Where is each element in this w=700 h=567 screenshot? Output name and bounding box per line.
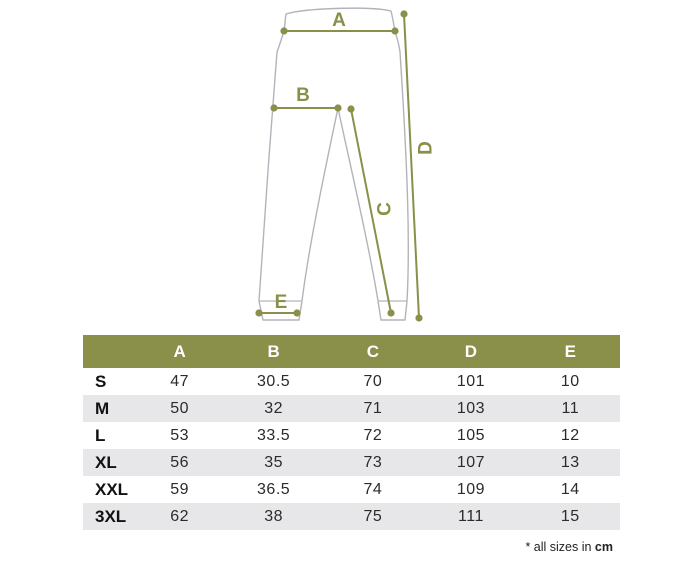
measure-dot: [400, 10, 407, 17]
table-row-xxl: [83, 476, 620, 503]
measure-dot: [391, 27, 398, 34]
footnote-unit: cm: [594, 540, 613, 554]
size-label: XL: [95, 452, 117, 472]
cell-value: 11: [561, 399, 580, 417]
size-label: XXL: [95, 479, 129, 499]
cell-value: 107: [456, 453, 486, 471]
cell-value: 53: [170, 426, 190, 444]
size-label: L: [95, 425, 106, 445]
header-col-c: C: [325, 335, 422, 368]
cell-value: 30.5: [257, 372, 291, 390]
units-footnote: [525, 540, 613, 554]
cell-value: 38: [264, 507, 283, 525]
header-col-d: D: [421, 335, 520, 368]
cell-value: 10: [560, 372, 580, 390]
cell-value: 75: [363, 507, 383, 525]
table-row-3xl: [83, 503, 620, 530]
header-size-col: [83, 335, 137, 368]
measure-dot: [270, 104, 277, 111]
table-row-m: [83, 395, 620, 422]
cell-value: 13: [560, 453, 580, 471]
cell-value: 101: [456, 372, 486, 390]
cell-value: 74: [363, 480, 383, 498]
footnote-text: * all sizes in: [525, 540, 595, 554]
size-label: S: [95, 371, 107, 391]
cell-value: 62: [170, 507, 190, 525]
cell-value: 109: [456, 480, 486, 498]
cell-value: 32: [264, 399, 283, 417]
cell-value: 36.5: [257, 480, 291, 498]
cell-value: 59: [170, 480, 190, 498]
cell-value: 103: [456, 399, 486, 417]
cell-value: 14: [560, 480, 580, 498]
header-col-a: A: [137, 335, 223, 368]
cell-value: 47: [170, 372, 190, 390]
cell-value: 70: [363, 372, 383, 390]
measure-dot: [293, 309, 300, 316]
header-row: [83, 335, 620, 368]
cell-value: 111: [458, 507, 484, 525]
measure-dot: [387, 309, 394, 316]
measure-dot: [334, 104, 341, 111]
cell-value: 35: [264, 453, 283, 471]
cell-value: 33.5: [257, 426, 291, 444]
measure-label-a: A: [332, 10, 346, 31]
cell-value: 72: [363, 426, 383, 444]
header-col-b: B: [223, 335, 325, 368]
table-row-s: [83, 368, 620, 395]
measure-label-b: B: [296, 85, 310, 106]
measure-dot: [347, 105, 354, 112]
measure-dot: [255, 309, 262, 316]
measure-label-e: E: [274, 292, 288, 313]
size-table-header: [83, 335, 620, 368]
cell-value: 15: [560, 507, 580, 525]
cell-value: 50: [170, 399, 190, 417]
pants-outline: [259, 8, 408, 320]
cell-value: 105: [456, 426, 486, 444]
table-row-xl: [83, 449, 620, 476]
measure-dot: [280, 27, 287, 34]
measure-dot: [415, 314, 422, 321]
cell-value: 71: [363, 399, 383, 417]
measure-label-c: C: [374, 202, 396, 216]
table-row-l: [83, 422, 620, 449]
measure-label-d: D: [415, 141, 437, 155]
header-col-e: E: [521, 335, 620, 368]
cell-value: 73: [363, 453, 383, 471]
size-label: 3XL: [95, 506, 127, 526]
size-table: [83, 335, 620, 530]
cell-value: 12: [560, 426, 580, 444]
cell-value: 56: [170, 453, 190, 471]
size-label: M: [95, 398, 110, 418]
